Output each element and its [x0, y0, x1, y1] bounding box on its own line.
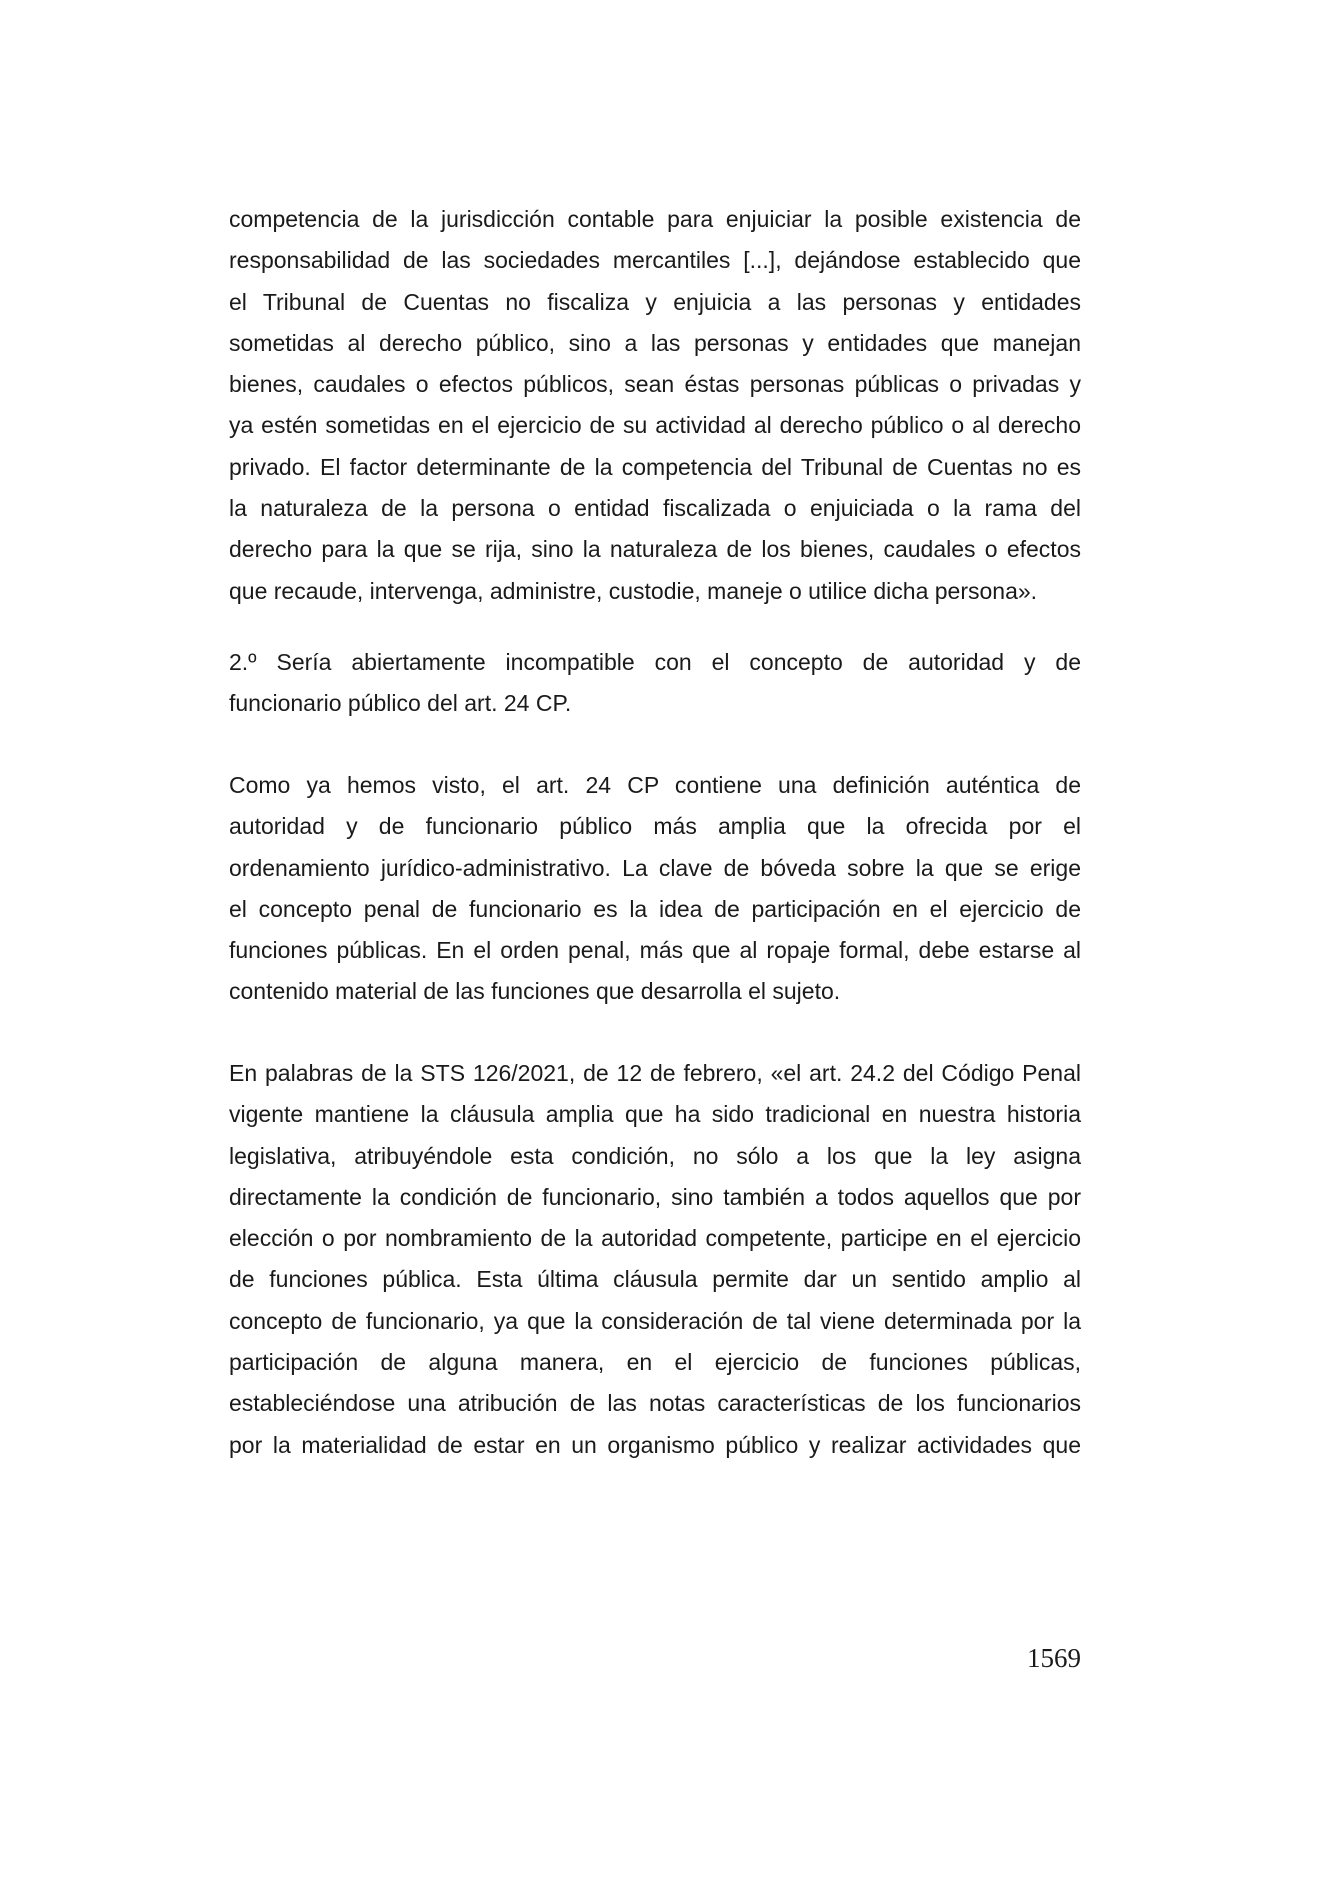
paragraph-sts-quote — [229, 1053, 1081, 1466]
text-line: funcionario público del art. 24 CP. — [229, 690, 572, 717]
text-line: funciones públicas. En el orden penal, más que al ropaje formal, debe estarse al — [229, 937, 1081, 964]
text-line: que recaude, intervenga, administre, custodie, maneje o utilice dicha persona». — [229, 577, 1038, 604]
text-line: de funciones pública. Esta última cláusula permite dar un sentido amplio al — [229, 1266, 1081, 1293]
text-line: competencia de la jurisdicción contable para enjuiciar la posible existencia de — [229, 206, 1081, 232]
text-line: En palabras de la STS 126/2021, de 12 de febrero, «el art. 24.2 del Código Penal — [229, 1060, 1081, 1086]
text-line: elección o por nombramiento de la autoridad competente, participe en el ejercicio — [229, 1225, 1081, 1252]
text-line: autoridad y de funcionario público más amplia que la ofrecida por el — [229, 813, 1081, 840]
text-line: la naturaleza de la persona o entidad fiscalizada o enjuiciada o la rama del — [229, 495, 1081, 522]
text-line: privado. El factor determinante de la competencia del Tribunal de Cuentas no es — [229, 453, 1081, 480]
paragraph-second-argument — [229, 642, 1081, 725]
text-line: estableciéndose una atribución de las notas características de los funcionarios — [229, 1390, 1081, 1417]
page-number: 1569 — [1027, 1643, 1081, 1673]
paragraph-art-24-cp — [229, 765, 1081, 1013]
paragraph-tribunal-cuentas — [229, 199, 1081, 612]
text-line: contenido material de las funciones que desarrolla el sujeto. — [229, 978, 841, 1005]
text-line: el Tribunal de Cuentas no fiscaliza y enjuicia a las personas y entidades — [229, 288, 1081, 315]
text-line: el concepto penal de funcionario es la idea de participación en el ejercicio de — [229, 895, 1081, 922]
text-line: bienes, caudales o efectos públicos, sean éstas personas públicas o privadas y — [229, 371, 1081, 398]
text-line: vigente mantiene la cláusula amplia que ha sido tradicional en nuestra historia — [229, 1101, 1081, 1128]
text-line: participación de alguna manera, en el ejercicio de funciones públicas, — [229, 1349, 1081, 1376]
text-line: responsabilidad de las sociedades mercantiles [...], dejándose establecido que — [229, 247, 1081, 274]
text-line: Como ya hemos visto, el art. 24 CP contiene una definición auténtica de — [229, 772, 1081, 798]
text-line: concepto de funcionario, ya que la consideración de tal viene determinada por la — [229, 1307, 1081, 1334]
text-line: derecho para la que se rija, sino la naturaleza de los bienes, caudales o efectos — [229, 536, 1081, 563]
text-line: directamente la condición de funcionario, sino también a todos aquellos que por — [229, 1183, 1081, 1210]
text-line: legislativa, atribuyéndole esta condición, no sólo a los que la ley asigna — [229, 1142, 1081, 1169]
text-line: ordenamiento jurídico-administrativo. La clave de bóveda sobre la que se erige — [229, 854, 1081, 881]
text-line: ya estén sometidas en el ejercicio de su actividad al derecho público o al derecho — [229, 412, 1081, 439]
text-line: sometidas al derecho público, sino a las personas y entidades que manejan — [229, 329, 1081, 356]
text-line: 2.º Sería abiertamente incompatible con el concepto de autoridad y de — [229, 649, 1081, 675]
text-line: por la materialidad de estar en un organismo público y realizar actividades que — [229, 1431, 1081, 1458]
